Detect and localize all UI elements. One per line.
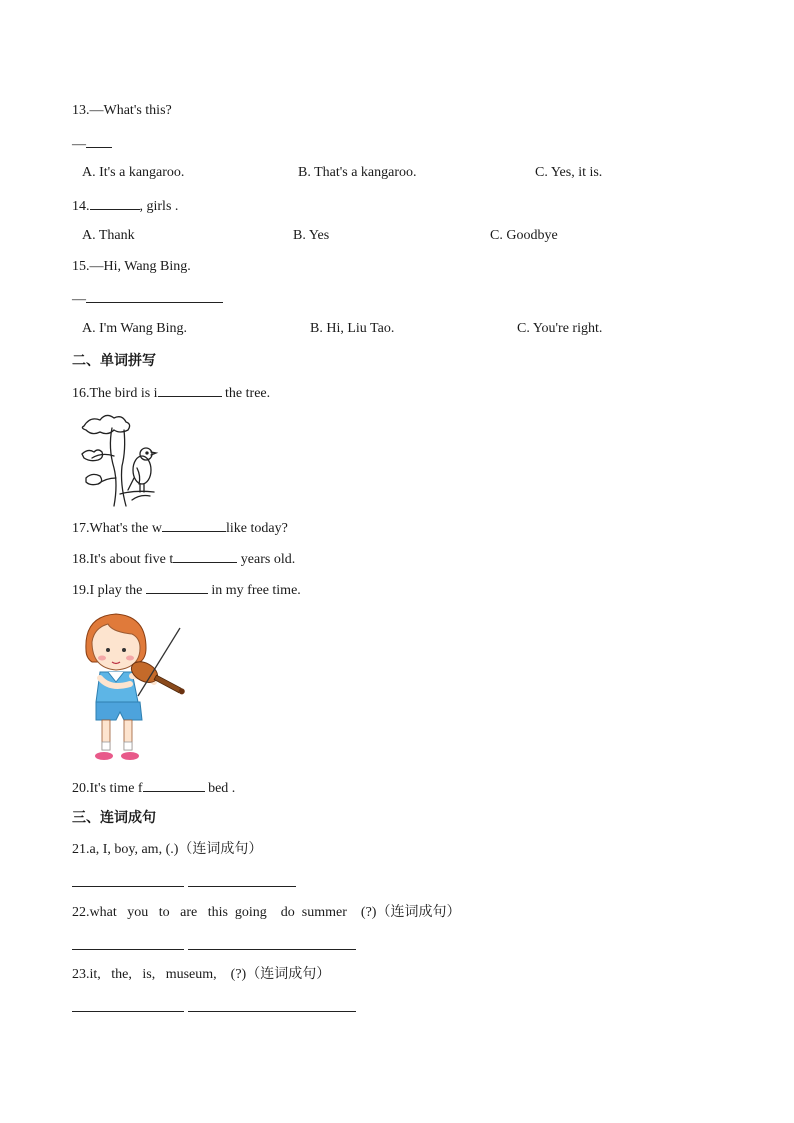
question-14-option-c[interactable]: C. Goodbye <box>490 228 558 243</box>
question-text: in my free time. <box>207 583 301 598</box>
answer-blank[interactable] <box>173 549 237 563</box>
answer-blank[interactable] <box>86 134 112 148</box>
question-17 <box>72 518 288 538</box>
question-14-option-a[interactable]: A. Thank <box>82 228 135 243</box>
question-15-option-c[interactable]: C. You're right. <box>517 321 603 336</box>
dash: — <box>72 137 86 152</box>
answer-blank[interactable] <box>86 289 223 303</box>
answer-line[interactable] <box>188 1011 356 1012</box>
answer-blank[interactable] <box>146 580 208 594</box>
question-21 <box>72 840 262 859</box>
question-text: the tree. <box>221 386 271 401</box>
question-hint: （连词成句） <box>178 841 263 857</box>
answer-line[interactable] <box>188 949 356 950</box>
bird-in-tree-picture <box>80 408 160 508</box>
question-text: 23.it, the, is, museum, (?) <box>72 967 247 982</box>
question-hint: （连词成句） <box>376 904 461 920</box>
question-13-stem: 13.—What's this? <box>72 103 172 118</box>
question-14-stem <box>72 196 178 216</box>
question-15-answer-line <box>72 289 223 309</box>
question-23 <box>72 965 330 984</box>
question-text: 19.I play the <box>72 583 146 598</box>
question-text: 18.It's about five t <box>72 552 174 567</box>
question-15-option-b[interactable]: B. Hi, Liu Tao. <box>310 321 395 336</box>
answer-blank[interactable] <box>90 196 140 210</box>
question-text: 22.what you to are this going do summer (?) <box>72 905 377 920</box>
question-text: bed . <box>204 781 236 796</box>
question-14-option-b[interactable]: B. Yes <box>293 228 330 243</box>
section-heading-sentence-ordering: 三、连词成句 <box>72 810 156 826</box>
answer-blank[interactable] <box>158 383 222 397</box>
question-15-stem: 15.—Hi, Wang Bing. <box>72 259 191 274</box>
girl-playing-violin-picture <box>78 610 190 770</box>
answer-line[interactable] <box>72 1011 184 1012</box>
question-19 <box>72 580 301 600</box>
question-text: 20.It's time f <box>72 781 143 796</box>
question-text: 17.What's the w <box>72 521 163 536</box>
answer-blank[interactable] <box>162 518 226 532</box>
question-13-option-a[interactable]: A. It's a kangaroo. <box>82 165 185 180</box>
question-text: 16.The bird is i <box>72 386 158 401</box>
section-heading-spelling: 二、单词拼写 <box>72 353 156 369</box>
question-number: 14. <box>72 199 90 214</box>
question-text: , girls . <box>139 199 179 214</box>
question-text: years old. <box>237 552 296 567</box>
answer-blank[interactable] <box>143 778 205 792</box>
question-text: 21.a, I, boy, am, (.) <box>72 842 179 857</box>
question-22 <box>72 903 460 922</box>
question-text: like today? <box>226 521 288 536</box>
question-13-answer-line <box>72 134 112 154</box>
question-16 <box>72 383 270 403</box>
question-hint: （连词成句） <box>246 966 331 982</box>
question-20 <box>72 778 235 798</box>
question-18 <box>72 549 295 569</box>
question-13-option-c[interactable]: C. Yes, it is. <box>535 165 603 180</box>
question-13-option-b[interactable]: B. That's a kangaroo. <box>298 165 417 180</box>
question-15-option-a[interactable]: A. I'm Wang Bing. <box>82 321 187 336</box>
answer-line[interactable] <box>72 886 184 887</box>
answer-line[interactable] <box>188 886 296 887</box>
dash: — <box>72 292 86 307</box>
answer-line[interactable] <box>72 949 184 950</box>
